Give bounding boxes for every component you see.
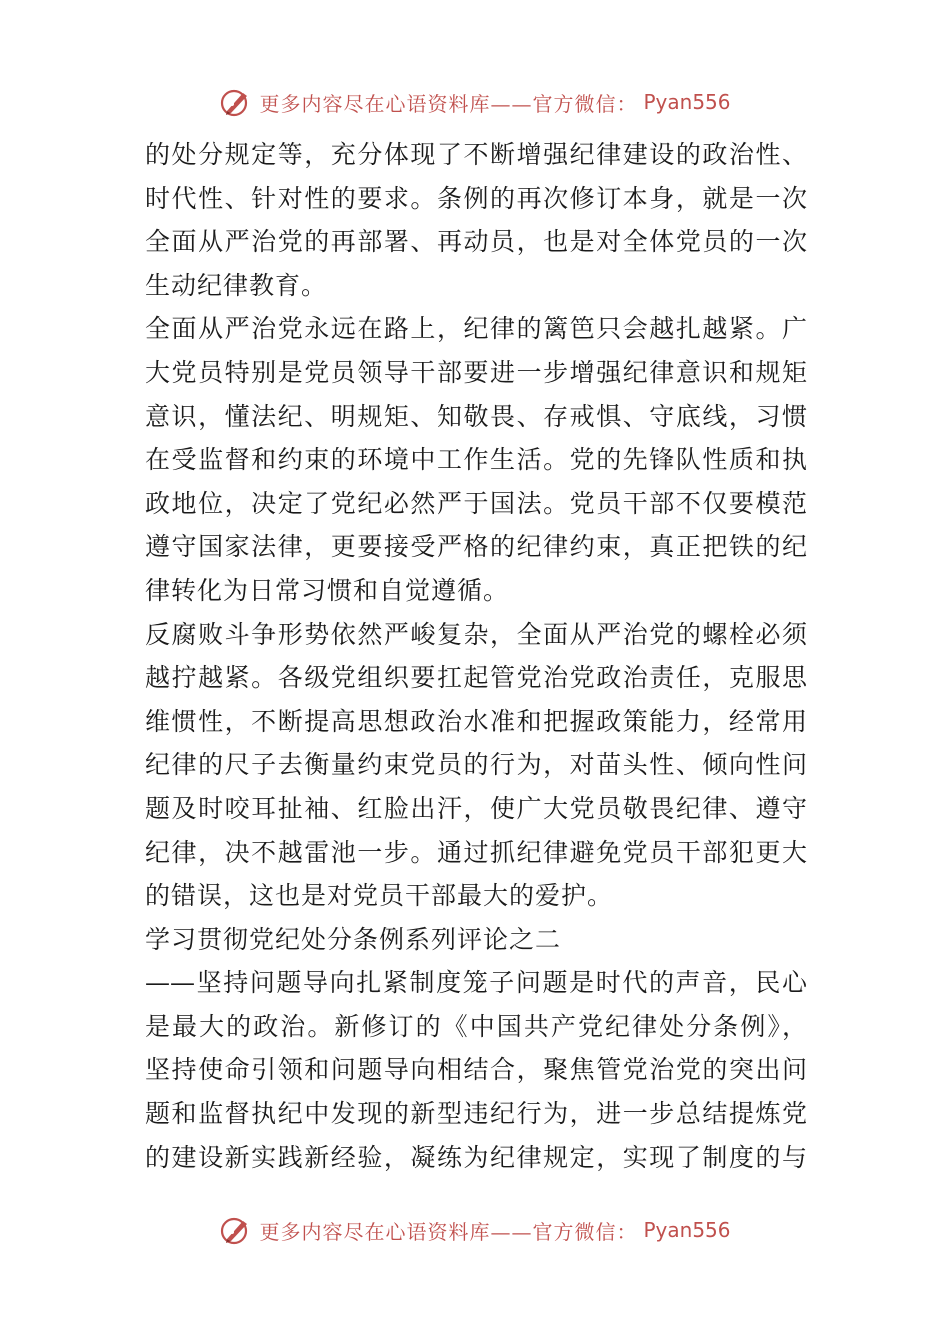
text-line: 律转化为日常习惯和自觉遵循。 (145, 575, 510, 605)
text-line: 意识，懂法纪、明规矩、知敬畏、存戒惧、守底线，习惯 (145, 401, 807, 431)
text-line: 纪律，决不越雷池一步。通过抓纪律避免党员干部犯更大 (145, 837, 807, 867)
watermark-text: 更多内容尽在心语资料库——官方微信： (259, 91, 638, 116)
text-line: 时代性、针对性的要求。条例的再次修订本身，就是一次 (145, 183, 807, 213)
text-line: 题和监督执纪中发现的新型违纪行为，进一步总结提炼党 (145, 1099, 807, 1129)
text-line: ——坚持问题导向扎紧制度笼子问题是时代的声音，民心 (145, 968, 807, 998)
text-line: 生动纪律教育。 (145, 270, 328, 300)
header-watermark (0, 82, 950, 122)
pen-in-circle-icon (219, 1213, 253, 1247)
footer-watermark (0, 1210, 950, 1250)
watermark-text: 更多内容尽在心语资料库——官方微信： (259, 1219, 638, 1244)
text-line: 的处分规定等，充分体现了不断增强纪律建设的政治性、 (145, 140, 807, 169)
watermark-contact: Pyan556 (643, 90, 731, 114)
text-line: 政地位，决定了党纪必然严于国法。党员干部不仅要模范 (145, 488, 807, 518)
text-line: 题及时咬耳扯袖、红脸出汗，使广大党员敬畏纪律、遵守 (145, 793, 807, 823)
text-line: 全面从严治党的再部署、再动员，也是对全体党员的一次 (145, 227, 807, 257)
text-line: 在受监督和约束的环境中工作生活。党的先锋队性质和执 (145, 445, 807, 475)
text-line: 是最大的政治。新修订的《中国共产党纪律处分条例》， (145, 1011, 807, 1041)
text-line: 学习贯彻党纪处分条例系列评论之二 (145, 924, 562, 954)
text-line: 的错误，这也是对党员干部最大的爱护。 (145, 881, 614, 911)
text-line: 坚持使命引领和问题导向相结合，聚焦管党治党的突出问 (145, 1055, 807, 1085)
text-line: 大党员特别是党员领导干部要进一步增强纪律意识和规矩 (145, 357, 807, 387)
pen-in-circle-icon (219, 85, 253, 119)
text-line: 纪律的尺子去衡量约束党员的行为，对苗头性、倾向性问 (145, 750, 807, 780)
text-line: 维惯性，不断提高思想政治水准和把握政策能力，经常用 (145, 706, 807, 736)
text-line: 全面从严治党永远在路上，纪律的篱笆只会越扎越紧。广 (145, 314, 807, 344)
watermark-contact: Pyan556 (643, 1218, 731, 1242)
text-line: 遵守国家法律，更要接受严格的纪律约束，真正把铁的纪 (145, 532, 807, 562)
text-line: 反腐败斗争形势依然严峻复杂，全面从严治党的螺栓必须 (145, 619, 807, 649)
text-line: 的建设新实践新经验，凝练为纪律规定，实现了制度的与 (145, 1142, 807, 1172)
text-line: 越拧越紧。各级党组织要扛起管党治党政治责任，克服思 (145, 663, 807, 693)
document-body (145, 133, 807, 1179)
